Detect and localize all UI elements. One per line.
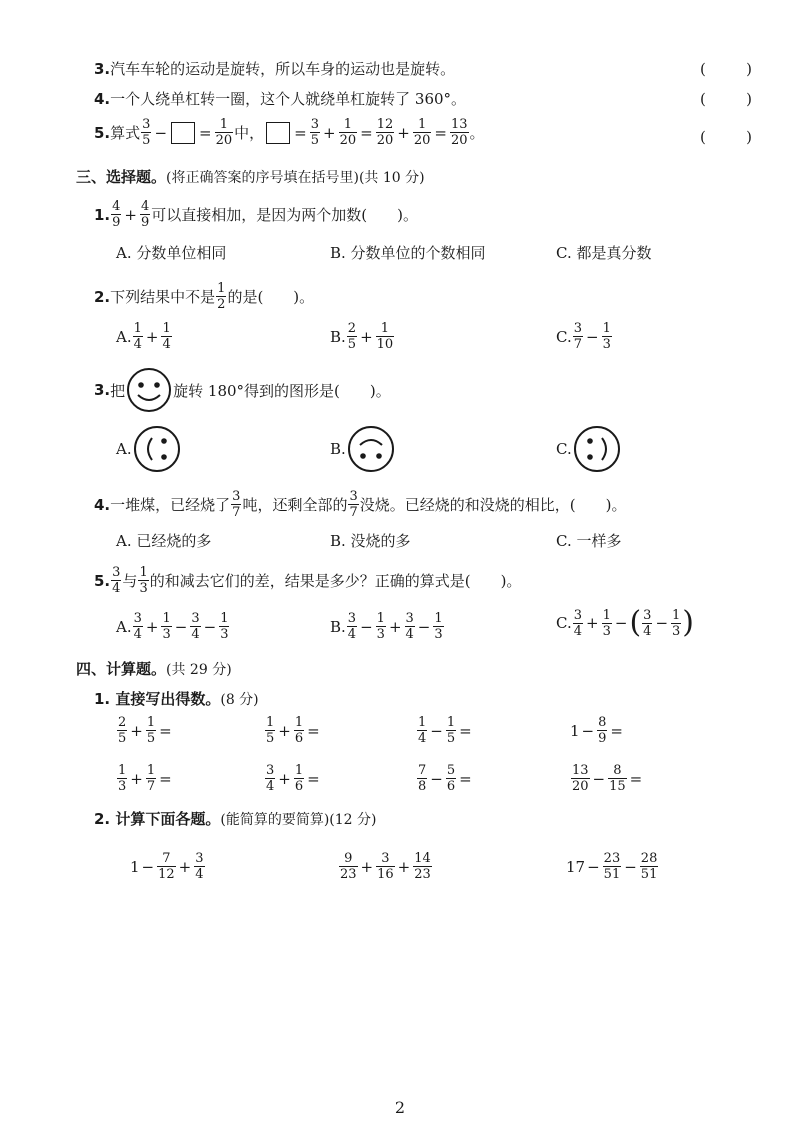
- blank-box[interactable]: [171, 122, 195, 144]
- fraction: $\frac{3}{4}$: [347, 611, 357, 642]
- option-b[interactable]: B. $\frac{3}{4}$ − $\frac{1}{3}$ + $\frac{3}{4}$ − $\frac{1}{3}$: [330, 611, 443, 642]
- choice-q3: 3. 把 旋转 180°得到的图形是( )。: [94, 366, 391, 414]
- fraction: $\frac{1}{3}$: [602, 321, 611, 352]
- judge-q5: 5. 算式 $\frac{3}{5}$ − = $\frac{1}{20}$ 中， = $\frac{3}{5}$ + $\frac{1}{20}$ = $\frac{12}{20}$ + $\frac{1}{20}$ = $\frac{13}{20}$ 。: [94, 117, 485, 148]
- section-note: (将正确答案的序号填在括号里)(共 10 分): [166, 169, 425, 186]
- fraction: $\frac{1}{3}$: [162, 611, 171, 642]
- fraction: $\frac{3}{5}$: [310, 117, 320, 148]
- section-title: 四、计算题。: [76, 660, 167, 678]
- option-c[interactable]: C. 都是真分数: [556, 244, 652, 262]
- question-number: 2.: [94, 287, 111, 306]
- fraction: $\frac{1}{4}$: [162, 321, 171, 352]
- option-a[interactable]: A.: [116, 424, 182, 474]
- question-text: 可以直接相加，是因为两个加数( )。: [151, 206, 418, 224]
- fraction: $\frac{1}{3}$: [139, 565, 148, 596]
- option-b[interactable]: B. $\frac{2}{5}$ + $\frac{1}{10}$: [330, 321, 394, 352]
- option-b[interactable]: B. 没烧的多: [330, 532, 411, 550]
- option-b[interactable]: B.: [330, 424, 396, 474]
- page-number: 2: [394, 1098, 406, 1117]
- fraction: $\frac{1}{3}$: [602, 607, 611, 639]
- direct-calc-item[interactable]: $\frac{7}{8}$ − $\frac{5}{6}$ =: [418, 763, 472, 794]
- left-paren: (: [629, 605, 642, 640]
- section-3-heading: [76, 166, 425, 187]
- fraction: $\frac{3}{4}$: [112, 565, 121, 596]
- fraction: $\frac{2}{5}$: [347, 321, 357, 352]
- section-note: (共 29 分): [166, 661, 232, 678]
- fraction: $\frac{1}{20}$: [339, 117, 357, 148]
- option-b[interactable]: B. 分数单位的个数相同: [330, 244, 486, 262]
- direct-calc-item[interactable]: 1 − $\frac{8}{9}$ =: [570, 715, 623, 746]
- right-paren: ): [682, 605, 695, 640]
- fraction: $\frac{13}{20}$: [450, 117, 468, 148]
- fraction: $\frac{12}{20}$: [376, 117, 394, 148]
- fraction: $\frac{3}{7}$: [573, 321, 582, 352]
- judge-q4: [94, 88, 466, 109]
- fraction: $\frac{3}{4}$: [643, 607, 652, 639]
- question-number: 5.: [94, 123, 111, 142]
- fraction: $\frac{3}{4}$: [405, 611, 414, 642]
- fraction: $\frac{4}{9}$: [112, 199, 121, 230]
- fraction: $\frac{4}{9}$: [141, 199, 150, 230]
- choice-q2: 2. 下列结果中不是 $\frac{1}{2}$ 的是( )。: [94, 281, 315, 312]
- fraction: $\frac{1}{2}$: [217, 281, 226, 312]
- question-number: 4.: [94, 89, 111, 108]
- calc-problem-3[interactable]: 17 − $\frac{23}{51}$ − $\frac{28}{51}$: [566, 851, 658, 882]
- calc-problem-1[interactable]: 1 − $\frac{7}{12}$ + $\frac{3}{4}$: [130, 851, 204, 882]
- answer-bracket[interactable]: ( ): [700, 128, 752, 146]
- fraction: $\frac{1}{20}$: [413, 117, 431, 148]
- face-rotated-left-icon: [132, 424, 182, 474]
- question-number: 3.: [94, 59, 111, 78]
- fraction: $\frac{3}{5}$: [142, 117, 151, 148]
- fraction: $\frac{3}{4}$: [133, 611, 142, 642]
- option-c[interactable]: C. 一样多: [556, 532, 622, 550]
- direct-calc-item[interactable]: $\frac{1}{3}$ + $\frac{1}{7}$ =: [118, 763, 172, 794]
- direct-calc-item[interactable]: $\frac{3}{4}$ + $\frac{1}{6}$ =: [266, 763, 320, 794]
- fraction: $\frac{3}{7}$: [232, 489, 241, 520]
- question-number: 1.: [94, 205, 111, 224]
- choice-q5: 5. $\frac{3}{4}$ 与 $\frac{1}{3}$ 的和减去它们的差，结果是多少？正确的算式是( )。: [94, 565, 522, 596]
- choice-q1: 1. $\frac{4}{9}$ + $\frac{4}{9}$ 可以直接相加，是因为两个加数( )。: [94, 199, 418, 230]
- smiley-face-icon: [125, 366, 173, 414]
- fraction: $\frac{3}{7}$: [349, 489, 358, 520]
- direct-calc-item[interactable]: $\frac{1}{4}$ − $\frac{1}{5}$ =: [418, 715, 472, 746]
- option-c[interactable]: C.: [556, 424, 622, 474]
- question-number: 3.: [94, 381, 111, 399]
- calc-problem-2[interactable]: $\frac{9}{23}$ + $\frac{3}{16}$ + $\frac{14}{23}$: [340, 851, 431, 882]
- question-number: 5.: [94, 571, 111, 590]
- fraction: $\frac{1}{10}$: [376, 321, 394, 352]
- option-c[interactable]: C. $\frac{3}{7}$ − $\frac{1}{3}$: [556, 321, 611, 352]
- sub-question-1: 1. 直接写出得数。 (8 分): [94, 690, 259, 708]
- option-a[interactable]: A. $\frac{1}{4}$ + $\frac{1}{4}$: [116, 321, 171, 352]
- fraction: $\frac{1}{20}$: [215, 117, 233, 148]
- direct-calc-item[interactable]: $\frac{2}{5}$ + $\frac{1}{5}$ =: [118, 715, 172, 746]
- section-title: 三、选择题。: [76, 168, 167, 186]
- choice-q4: 4. 一堆煤，已经烧了 $\frac{3}{7}$ 吨，还剩全部的 $\frac{3}{7}$ 没烧。已经烧的和没烧的相比，( )。: [94, 489, 627, 520]
- sub-question-2: 2. 计算下面各题。 (能简算的要简算)(12 分): [94, 810, 377, 828]
- answer-bracket[interactable]: ( ): [700, 60, 752, 78]
- fraction: $\frac{1}{4}$: [133, 321, 142, 352]
- option-a[interactable]: A. 已经烧的多: [116, 532, 212, 550]
- option-a[interactable]: A. 分数单位相同: [116, 244, 227, 262]
- fraction: $\frac{1}{3}$: [376, 611, 385, 642]
- section-4-heading: [76, 658, 232, 679]
- fraction: $\frac{1}{3}$: [434, 611, 443, 642]
- direct-calc-item[interactable]: $\frac{13}{20}$ − $\frac{8}{15}$ =: [572, 763, 643, 794]
- option-c[interactable]: C. $\frac{3}{4}$ + $\frac{1}{3}$ − ( $\frac{3}{4}$ − $\frac{1}{3}$ ): [556, 605, 695, 640]
- option-a[interactable]: A. $\frac{3}{4}$ + $\frac{1}{3}$ − $\frac{3}{4}$ − $\frac{1}{3}$: [116, 611, 229, 642]
- face-upside-down-icon: [346, 424, 396, 474]
- answer-bracket[interactable]: ( ): [700, 90, 752, 108]
- question-text: 汽车车轮的运动是旋转，所以车身的运动也是旋转。: [110, 60, 456, 78]
- fraction: $\frac{1}{3}$: [220, 611, 229, 642]
- direct-calc-item[interactable]: $\frac{1}{5}$ + $\frac{1}{6}$ =: [266, 715, 320, 746]
- fraction: $\frac{3}{4}$: [191, 611, 200, 642]
- fraction: $\frac{3}{4}$: [573, 607, 582, 639]
- face-rotated-right-icon: [572, 424, 622, 474]
- judge-q3: [94, 58, 455, 79]
- fraction: $\frac{1}{3}$: [672, 607, 681, 639]
- blank-box[interactable]: [266, 122, 290, 144]
- question-text: 一个人绕单杠转一圈，这个人就绕单杠旋转了 360°。: [110, 90, 467, 108]
- question-number: 4.: [94, 495, 111, 514]
